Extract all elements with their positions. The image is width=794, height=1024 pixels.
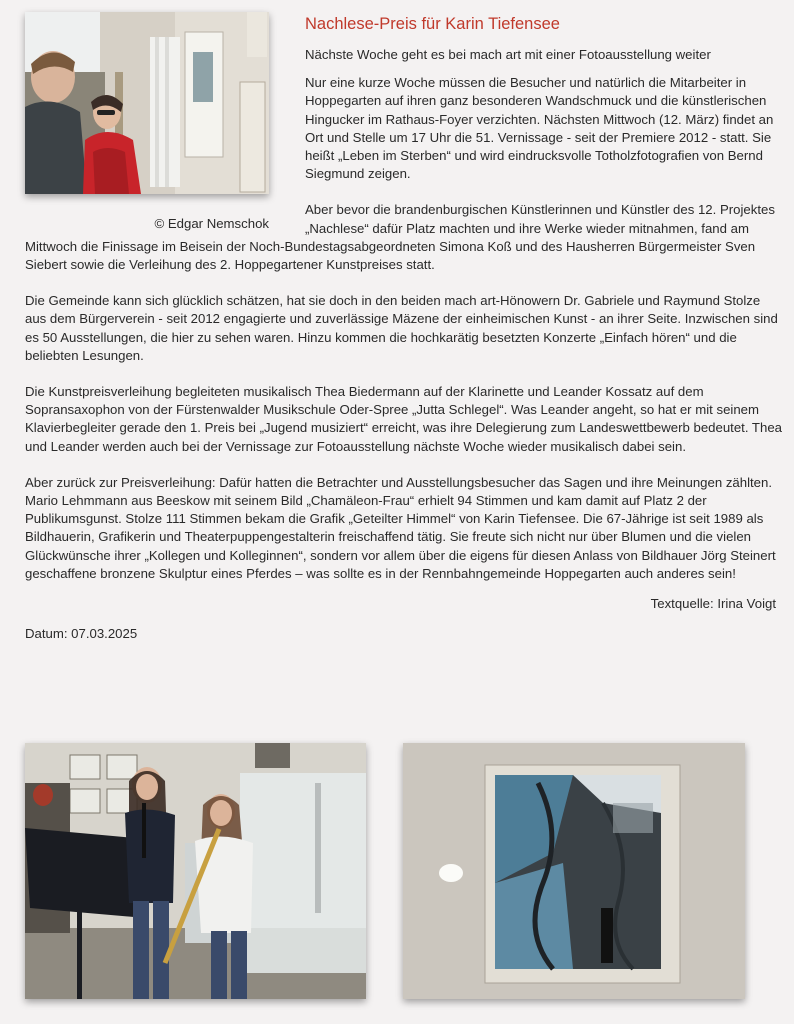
article-paragraph: Die Kunstpreisverleihung begleiteten musikalisch Thea Biedermann auf der Klarinette und Leander Kossatz auf dem Sopransaxophon von der Fürstenwalder Musikschule Oder-Spree „Jutta Schlegel“. Was Leander angeht, so hat er mit seinem Klavierbegleiter gerade den 1. Preis bei „Jugend musiziert“ erreicht, was ihre Delegierung zum Landeswettbewerb bedeutet. Thea und Leander werden auch bei der Vernissage zur Fotoausstellung nächste Woche wieder musikalisch dabei sein. — [25, 384, 782, 454]
photo-musicians[interactable] — [25, 743, 366, 999]
article-paragraph: Nur eine kurze Woche müssen die Besucher und natürlich die Mitarbeiter in Hoppegarten auf ihren ganz besonderen Wandschmuck und die künstlerischen Hingucker im Rathaus-Foyer verzichten. Nächsten Mittwoch (12. März) findet an Ort und Stelle um 17 Uhr die 51. Vernissage - seit der Premiere 2012 - statt. Sie heißt „Leben im Sterben“ und wird eindrucksvolle Totholzfotografien von Bernd Siegmund zeigen. — [305, 75, 774, 182]
photo-gallery — [25, 743, 745, 999]
article — [25, 12, 785, 643]
article-title: Nachlese-Preis für Karin Tiefensee — [305, 15, 560, 33]
photo-artwork-geteilter-himmel[interactable] — [403, 743, 745, 999]
text-source: Textquelle: Irina Voigt — [650, 596, 776, 612]
image-caption: © Edgar Nemschok — [154, 216, 269, 231]
article-date: Datum: 07.03.2025 — [25, 626, 138, 642]
article-subtitle: Nächste Woche geht es bei mach art mit einer Fotoausstellung weiter — [305, 47, 711, 62]
article-paragraph: Aber bevor die brandenburgischen Künstlerinnen und Künstler des 12. Projektes „Nachlese“ dafür Platz machten und ihre Werke wieder mitnahmen, fand am Mittwoch die Finissage im Beisein der Noch-Bundestagsabgeordneten Simona Koß und des Hausherren Bürgermeister Sven Siebert sowie die Verleihung des 2. Hoppegartener Kunstpreises statt. — [25, 202, 775, 273]
top-figure — [25, 12, 269, 233]
photo-visitors-exhibition[interactable] — [25, 12, 269, 194]
article-paragraph: Die Gemeinde kann sich glücklich schätzen, hat sie doch in den beiden mach art-Hönowern Dr. Gabriele und Raymund Stolze aus dem Bürgerverein - seit 2012 engagierte und zuverlässige Mäzene der einheimischen Kunst - an ihrer Seite. Inzwischen sind es 50 Ausstellungen, die hier zu sehen waren. Hinzu kommen die hochkarätig besetzten Konzerte „Einfach hören“ und die beliebten Lesungen. — [25, 293, 778, 363]
article-paragraph: Aber zurück zur Preisverleihung: Dafür hatten die Betrachter und Ausstellungsbesucher das Sagen und ihre Meinungen zählten. Mario Lehmmann aus Beeskow mit seinem Bild „Chamäleon-Frau“ erhielt 94 Stimmen und kam damit auf Platz 2 der Publikumsgunst. Stolze 111 Stimmen bekam die Grafik „Geteilter Himmel“ von Karin Tiefensee. Die 67-Jährige ist seit 1989 als Bildhauerin, Grafikerin und Theaterpuppengestalterin freischaffend tätig. Sie freute sich nicht nur über Blumen und die vielen Glückwünsche ihrer „Kollegen und Kolleginnen“, sondern vor allem über die eigens für diesen Anlass von Bildhauer Jörg Steinert geschaffene bronzene Skulptur eines Pferdes – was sollte es in der Rennbahngemeinde Hoppegarten auch anderes sein! — [25, 474, 776, 581]
